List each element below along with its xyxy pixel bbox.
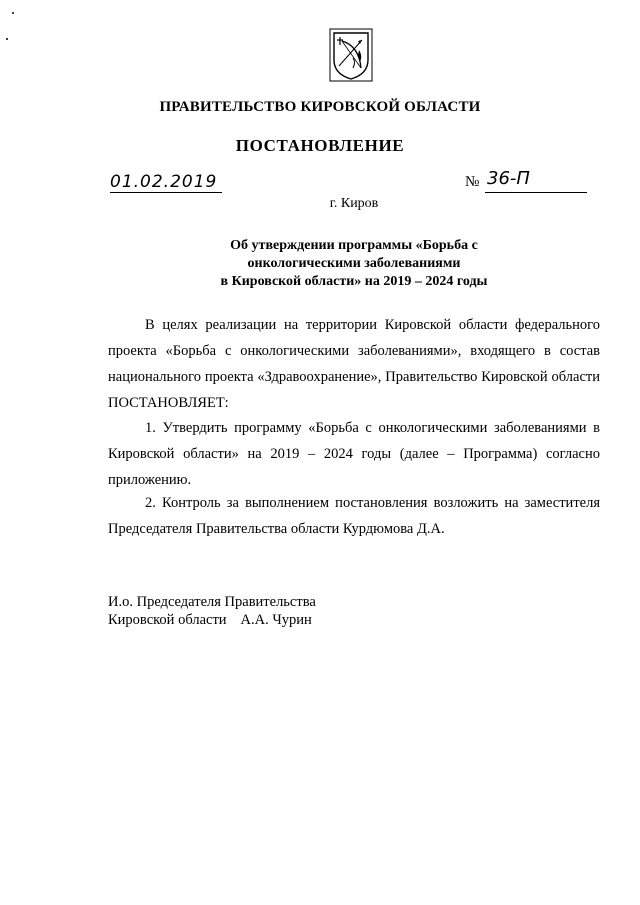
document-type: ПОСТАНОВЛЕНИЕ (235, 136, 405, 155)
subject-line: в Кировской области» на 2019 – 2024 годы (220, 274, 488, 289)
number-value: 36-П (487, 168, 530, 189)
subject-line: онкологическими заболеваниями (247, 256, 461, 271)
body-paragraph: 1. Утвердить программу «Борьба с онкологическими заболеваниями в Кировской области» на 2019 – 2024 годы (далее – Программа) согласно приложению. (108, 420, 600, 488)
scan-speck (6, 38, 8, 40)
signature-position: И.о. Председателя Правительства (108, 594, 316, 610)
document-number (465, 168, 587, 192)
subject-line: Об утверждении программы «Борьба с (230, 238, 478, 253)
city: г. Киров (329, 196, 379, 211)
coat-of-arms-icon (329, 28, 373, 82)
organization-title: ПРАВИТЕЛЬСТВО КИРОВСКОЙ ОБЛАСТИ (159, 99, 481, 115)
document-subject (0, 237, 640, 291)
number-sign: № (465, 174, 480, 190)
document-date: 01.02.2019 (110, 172, 222, 193)
signature-block (108, 593, 316, 629)
signature-position: Кировской области (108, 612, 227, 628)
scan-speck (12, 12, 14, 14)
body-paragraph: В целях реализации на территории Кировской области федерального проекта «Борьба с онкологическими заболеваниями», входящего в состав национального проекта «Здравоохранение», Правительство Кировской области ПОСТАНОВЛЯЕТ: (108, 317, 600, 411)
body-paragraph: 2. Контроль за выполнением постановления возложить на заместителя Председателя Правительства области Курдюмова Д.А. (108, 495, 600, 537)
signatory-name: А.А. Чурин (240, 612, 312, 628)
